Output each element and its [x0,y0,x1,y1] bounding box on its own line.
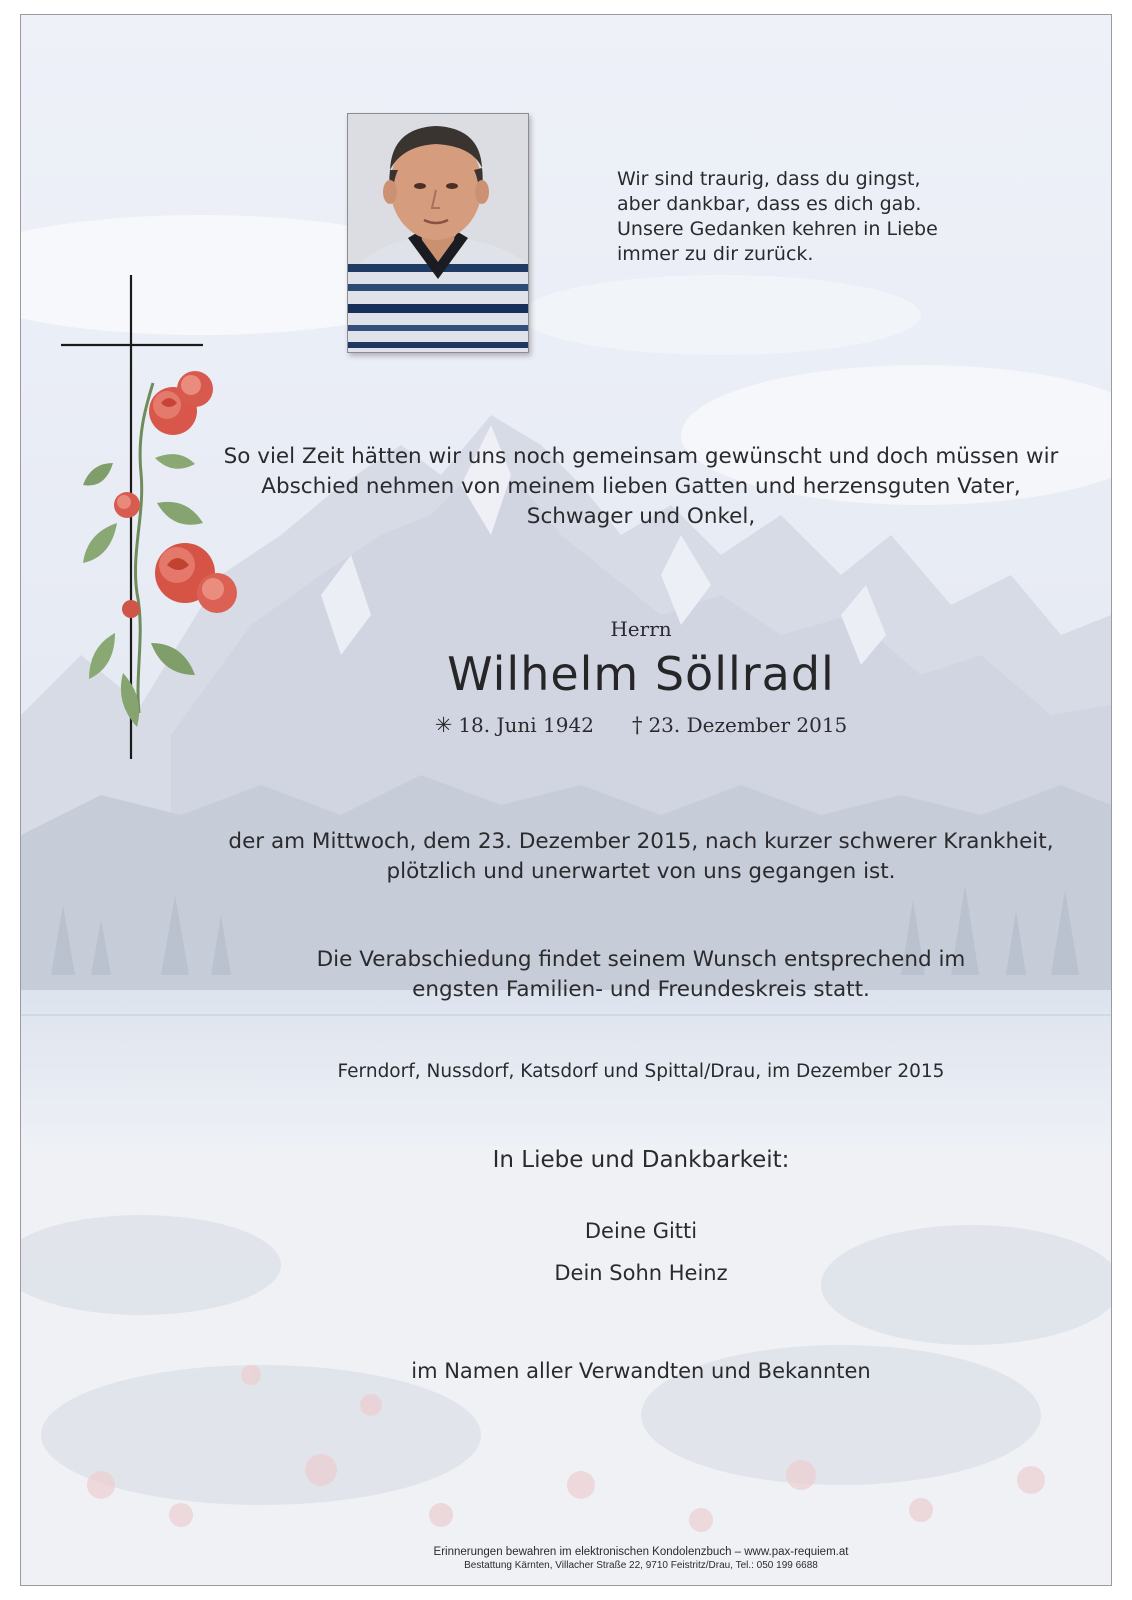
passing-paragraph [221,827,1061,887]
signatory: Deine Gitti [584,1219,698,1243]
birth-star-icon: ✳ [434,713,453,737]
footer-condolence-link[interactable]: Erinnerungen bewahren im elektronischen Kondolenzbuch – www.pax-requiem.at [433,1546,849,1558]
intro-paragraph [221,442,1061,532]
life-dates [221,713,1061,737]
quote-line: Unsere Gedanken kehren in Liebe [617,218,938,240]
passing-line: plötzlich und unerwartet von uns gegangen ist. [386,859,896,884]
passing-line: der am Mittwoch, dem 23. Dezember 2015, nach kurzer schwerer Krankheit, [228,829,1054,854]
quote-line: Wir sind traurig, dass du gingst, [617,168,921,190]
obituary-card [20,14,1112,1586]
birth-date: 18. Juni 1942 [458,713,594,737]
signatory: Dein Sohn Heinz [554,1261,728,1285]
death-date: 23. Dezember 2015 [648,713,848,737]
intro-line: Schwager und Onkel, [526,504,756,529]
cross-with-roses-ornament [57,273,247,773]
death-cross-icon: † [631,713,643,737]
place-and-date: Ferndorf, Nussdorf, Katsdorf und Spittal/Drau, im Dezember 2015 [337,1061,945,1082]
farewell-line: Die Verabschiedung findet seinem Wunsch entsprechend im [316,947,966,972]
quote-line: aber dankbar, dass es dich gab. [617,193,922,215]
deceased-name: Wilhelm Söllradl [447,647,835,701]
intro-line: So viel Zeit hätten wir uns noch gemeinsam gewünscht und doch müssen wir [223,444,1059,469]
portrait-of-man-image [348,114,528,352]
footer-funeral-home: Bestattung Kärnten, Villacher Straße 22, 9710 Feistritz/Drau, Tel.: 050 199 6688 [464,1560,818,1571]
memorial-quote [617,167,977,267]
relatives-line: im Namen aller Verwandten und Bekannten [411,1359,871,1383]
rose-branch-icon [83,371,237,727]
portrait-photo [347,113,529,353]
closing-line: In Liebe und Dankbarkeit: [492,1147,790,1173]
farewell-paragraph [221,945,1061,1005]
quote-line: immer zu dir zurück. [617,243,814,265]
intro-line: Abschied nehmen von meinem lieben Gatten und herzensguten Vater, [261,474,1021,499]
farewell-line: engsten Familien- und Freundeskreis statt. [412,977,870,1002]
salutation: Herrn [610,617,672,641]
